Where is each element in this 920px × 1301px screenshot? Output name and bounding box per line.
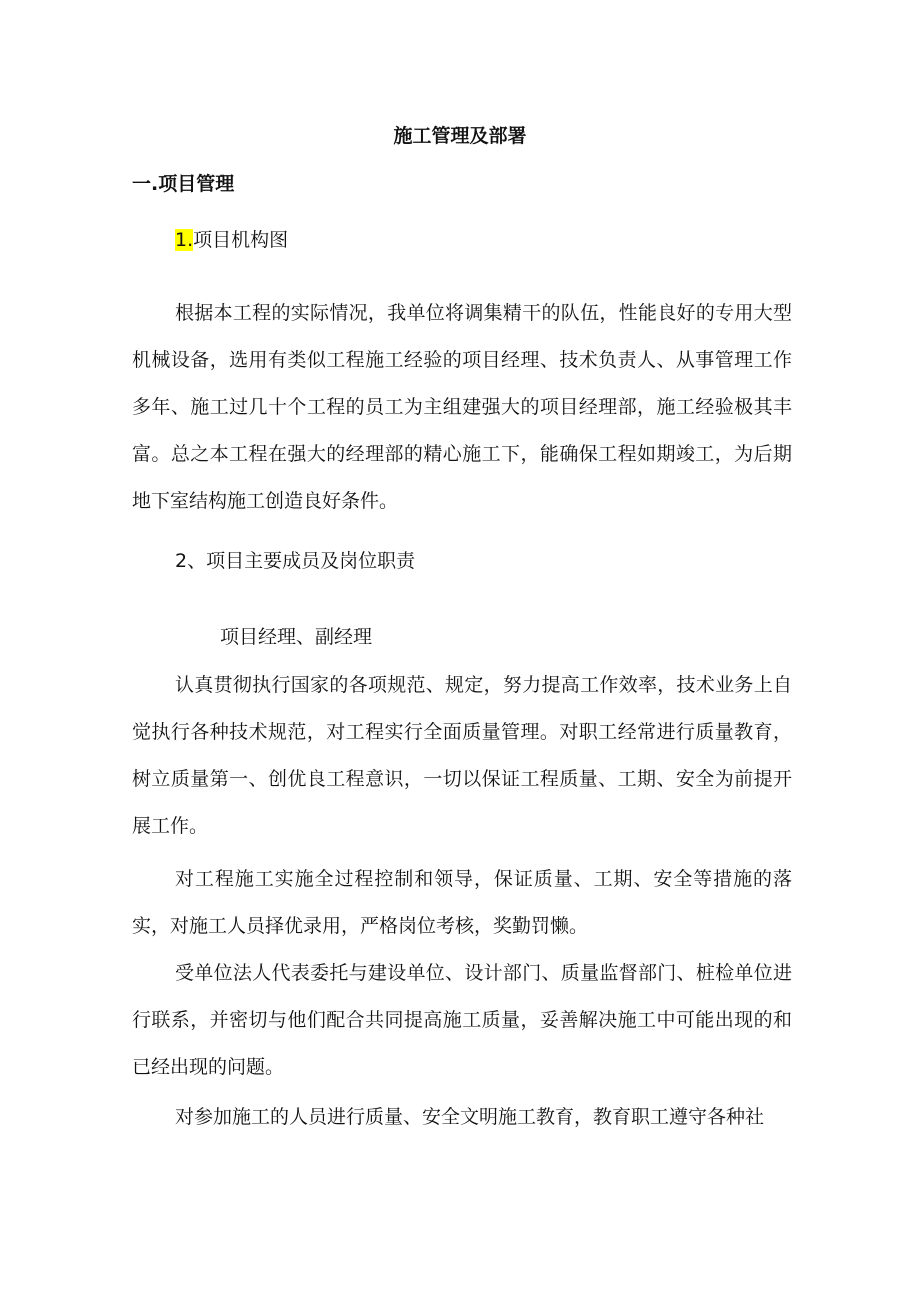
subsection-heading-org-chart: [175, 225, 288, 255]
role-heading: 项目经理、副经理: [220, 626, 373, 648]
document-title: 施工管理及部署: [393, 125, 527, 147]
paragraph-duty-2: 对工程施工实施全过程控制和领导，保证质量、工期、安全等措施的落实，对施工人员择优录用，严格岗位考核，奖勤罚懒。: [132, 868, 792, 937]
subsection-heading-members: 2、项目主要成员及岗位职责: [175, 550, 416, 572]
paragraph-duty-1: 认真贯彻执行国家的各项规范、规定，努力提高工作效率，技术业务上自觉执行各种技术规范，对工程实行全面质量管理。对职工经常进行质量教育，树立质量第一、创优良工程意识，一切以保证工程质量、工期、安全为前提开展工作。: [132, 674, 792, 837]
paragraph-duty-4: 对参加施工的人员进行质量、安全文明施工教育，教育职工遵守各种社: [175, 1106, 765, 1128]
highlighted-number: 1.: [175, 229, 194, 251]
paragraph-intro: 根据本工程的实际情况，我单位将调集精干的队伍，性能良好的专用大型机械设备，选用有类似工程施工经验的项目经理、技术负责人、从事管理工作多年、施工过几十个工程的员工为主组建强大的项目经理部，施工经验极其丰富。总之本工程在强大的经理部的精心施工下，能确保工程如期竣工，为后期地下室结构施工创造良好条件。: [132, 302, 792, 512]
section-heading-project-management: 一.项目管理: [132, 173, 235, 195]
subsection-label: 项目机构图: [193, 229, 289, 251]
paragraph-duty-3: 受单位法人代表委托与建设单位、设计部门、质量监督部门、桩检单位进行联系，并密切与他们配合共同提高施工质量，妥善解决施工中可能出现的和已经出现的问题。: [132, 962, 792, 1078]
